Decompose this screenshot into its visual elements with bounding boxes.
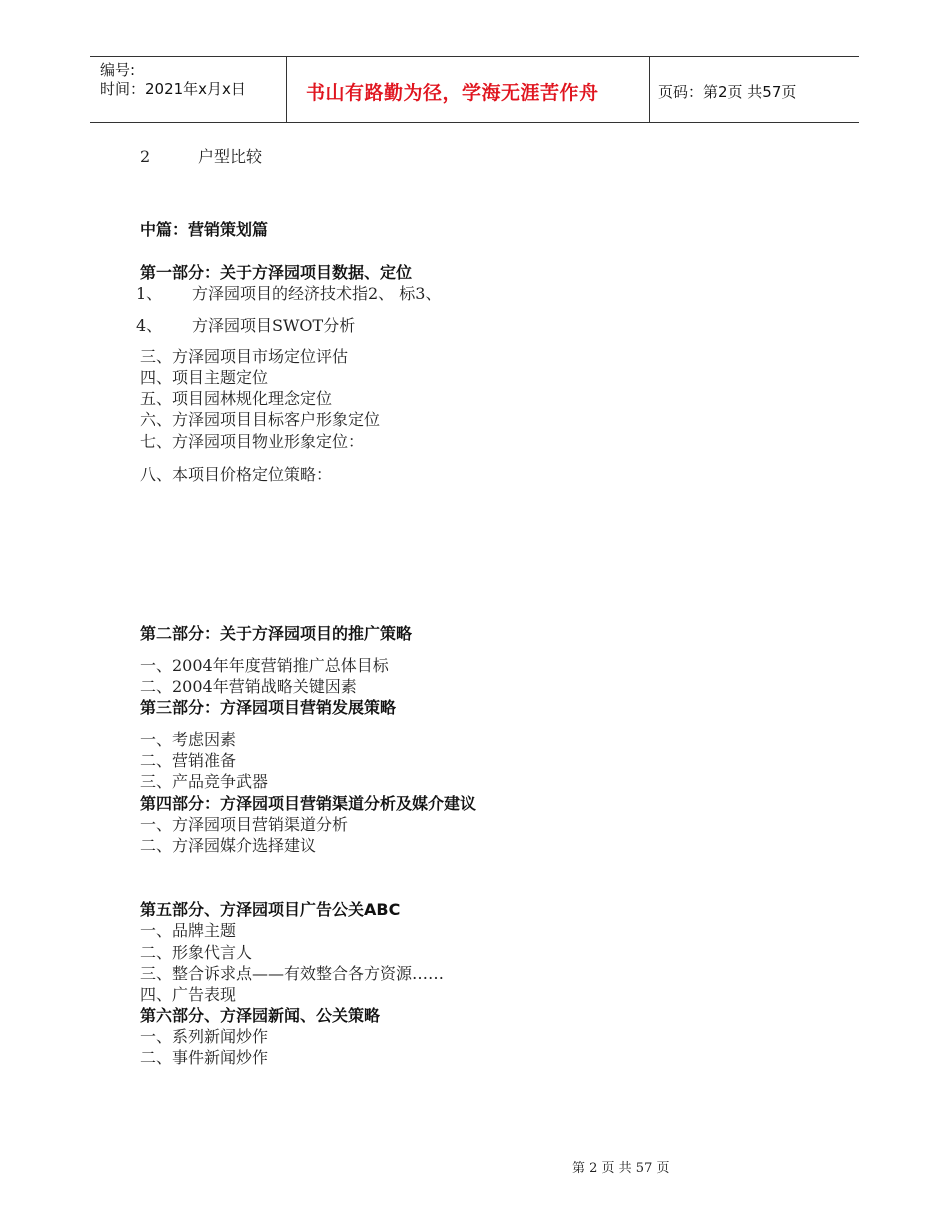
serial-number-label: 编号: (100, 61, 136, 79)
list-item: 六、方泽园项目目标客户形象定位 (140, 410, 381, 429)
section-heading: 第六部分、方泽园新闻、公关策略 (140, 1006, 381, 1025)
list-item: 二、事件新闻炒作 (140, 1048, 269, 1067)
list-item: 三、整合诉求点——有效整合各方资源…… (140, 964, 445, 983)
list-item (136, 316, 355, 336)
page-number-label: 页码：第2页 共57页 (658, 83, 797, 101)
list-item-number: 4、 (136, 316, 163, 335)
header-bottom-rule (90, 122, 859, 123)
list-item: 一、系列新闻炒作 (140, 1027, 269, 1046)
list-item: 三、方泽园项目市场定位评估 (140, 347, 349, 366)
list-item (140, 147, 262, 167)
list-item-text: 方泽园项目的经济技术指2、 标3、 (192, 284, 442, 303)
header-divider-right (649, 56, 650, 122)
list-item-text: 户型比较 (198, 147, 263, 166)
list-item-number: 2 (140, 147, 151, 166)
page-footer: 第 2 页 共 57 页 (572, 1161, 670, 1176)
list-item: 四、广告表现 (140, 985, 237, 1004)
header-top-rule (90, 56, 859, 57)
list-item-text: 方泽园项目SWOT分析 (192, 316, 356, 335)
list-item: 一、考虑因素 (140, 730, 237, 749)
section-heading: 第四部分：方泽园项目营销渠道分析及媒介建议 (140, 794, 477, 813)
list-item: 一、品牌主题 (140, 921, 237, 940)
list-item: 二、2004年营销战略关键因素 (140, 677, 357, 696)
header-divider-left (286, 56, 287, 122)
list-item: 一、2004年年度营销推广总体目标 (140, 656, 389, 675)
section-heading: 第五部分、方泽园项目广告公关ABC (140, 900, 401, 919)
section-heading: 第一部分：关于方泽园项目数据、定位 (140, 263, 413, 282)
list-item: 二、营销准备 (140, 751, 237, 770)
list-item (136, 284, 441, 304)
section-heading: 第三部分：方泽园项目营销发展策略 (140, 698, 397, 717)
section-heading: 第二部分：关于方泽园项目的推广策略 (140, 624, 413, 643)
list-item: 四、项目主题定位 (140, 368, 269, 387)
time-label: 时间：2021年x月x日 (100, 80, 246, 98)
list-item-number: 1、 (136, 284, 163, 303)
list-item: 二、形象代言人 (140, 943, 253, 962)
list-item: 三、产品竞争武器 (140, 772, 269, 791)
list-item: 一、方泽园项目营销渠道分析 (140, 815, 349, 834)
list-item: 二、方泽园媒介选择建议 (140, 836, 317, 855)
list-item: 五、项目园林规化理念定位 (140, 389, 333, 408)
list-item: 七、方泽园项目物业形象定位： (140, 432, 365, 451)
list-item: 八、本项目价格定位策略： (140, 465, 333, 484)
motto-text: 书山有路勤为径，学海无涯苦作舟 (306, 82, 599, 104)
section-heading: 中篇：营销策划篇 (140, 220, 269, 239)
